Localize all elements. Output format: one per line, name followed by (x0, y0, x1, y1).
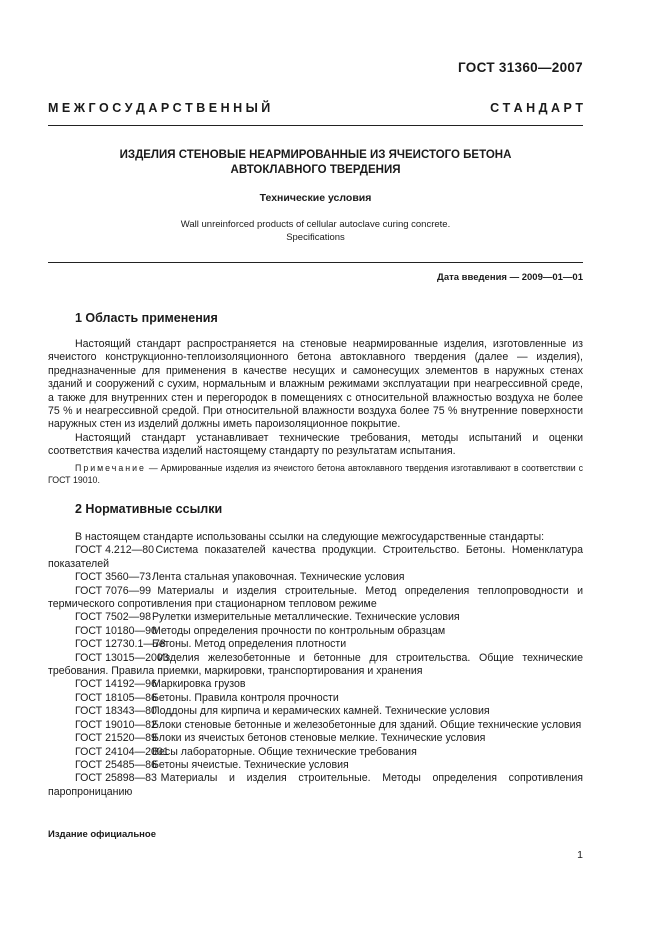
reference-item (48, 705, 583, 718)
reference-code: ГОСТ 25898—83 (75, 772, 157, 785)
reference-item (48, 692, 583, 705)
reference-item (48, 719, 583, 732)
reference-code: ГОСТ 7502—98 (75, 611, 152, 624)
reference-item (48, 652, 583, 679)
reference-item (48, 759, 583, 772)
reference-title: Блоки из ячеистых бетонов стеновые мелкие. Технические условия (151, 732, 486, 745)
reference-code: ГОСТ 18105—86 (75, 691, 157, 704)
reference-code: ГОСТ 3560—73 (75, 571, 152, 584)
banner-divider (48, 125, 583, 126)
reference-title: Весы лабораторные. Общие технические требования (151, 745, 417, 758)
reference-title: Бетоны. Правила контроля прочности (151, 691, 339, 704)
references-intro: В настоящем стандарте использованы ссылки на следующие межгосударственные стандарты: (75, 531, 545, 543)
reference-item (48, 678, 583, 691)
note-label: Примечание (75, 463, 146, 473)
section-1-paragraph-2: Настоящий стандарт устанавливает технические требования, методы испытаний и оценки соответствия качества изделий настоящему стандарту по результатам испытания. (48, 432, 583, 458)
banner-left: М Е Ж Г О С У Д А Р С Т В Е Н Н Ы Й (48, 101, 271, 115)
reference-item (48, 625, 583, 638)
document-title (48, 148, 583, 178)
introduction-date: Дата введения — 2009—01—01 (437, 272, 583, 283)
reference-title: Поддоны для кирпича и керамических камней. Технические условия (151, 705, 490, 718)
reference-item (48, 746, 583, 759)
references-list (48, 531, 583, 799)
reference-code: ГОСТ 13015—2003 (75, 651, 169, 664)
section-1-heading: 1 Область применения (75, 311, 218, 325)
reference-code: ГОСТ 7076—99 (75, 584, 152, 597)
reference-title: Рулетки измерительные металлические. Технические условия (151, 611, 460, 624)
reference-title: Маркировка грузов (151, 678, 246, 691)
english-title-line-2: Specifications (286, 232, 345, 243)
reference-title: Материалы и изделия строительные. Методы определения сопротивления паропроницанию (48, 772, 583, 798)
english-title (48, 218, 583, 244)
reference-code: ГОСТ 25485—86 (75, 758, 157, 771)
title-line-2: АВТОКЛАВНОГО ТВЕРДЕНИЯ (230, 164, 401, 176)
banner-right: С Т А Н Д А Р Т (490, 101, 583, 115)
section-1-note (48, 462, 583, 486)
reference-title: Материалы и изделия строительные. Метод определения теплопроводности и термического сопротивления при стационарном тепловом режиме (48, 584, 583, 611)
title-divider (48, 262, 583, 263)
reference-title: Блоки стеновые бетонные и железобетонные для зданий. Общие технические условия (151, 718, 582, 731)
section-2-heading: 2 Нормативные ссылки (75, 502, 223, 516)
reference-title: Изделия железобетонные и бетонные для строительства. Общие технические требования. Правила приемки, маркировки, транспортирования и хранения (48, 651, 583, 678)
reference-code: ГОСТ 18343—80 (75, 705, 157, 718)
reference-item (48, 611, 583, 624)
reference-item (48, 585, 583, 612)
reference-title: Система показателей качества продукции. Строительство. Бетоны. Номенклатура показателей (48, 544, 583, 570)
section-1-paragraph-1: Настоящий стандарт распространяется на стеновые неармированные изделия, изготовленные из ячеистого конструкционно-теплоизоляционного бетона автоклавного твердения (далее — изделия), предназначенные для применения в качестве несущих и самонесущих элементов в наружных стенах зданий и сооружений с сухим, нормальным и влажным режимами эксплуатации при неагрессивной среде, а также для внутренних стен и перегородок в помещениях с относительной влажностью воздуха не более 75 % и неагрессивной средой. При относительной влажности воздуха более 75 % внутренние поверхности наружных стен из изделий должны иметь пароизоляционное покрытие. (48, 338, 583, 431)
reference-title: Лента стальная упаковочная. Технические условия (151, 571, 405, 584)
reference-item (48, 732, 583, 745)
reference-item (48, 638, 583, 651)
reference-code: ГОСТ 4.212—80 (75, 544, 154, 557)
title-line-1: ИЗДЕЛИЯ СТЕНОВЫЕ НЕАРМИРОВАННЫЕ ИЗ ЯЧЕИСТОГО БЕТОНА (119, 149, 512, 161)
edition-label: Издание официальное (48, 829, 156, 840)
standard-banner (48, 101, 583, 115)
note-text: — Армированные изделия из ячеистого бетона автоклавного твердения изготавливают в соответствии с ГОСТ 19010. (48, 463, 583, 485)
reference-code: ГОСТ 24104—2001 (75, 745, 169, 758)
reference-code: ГОСТ 10180—90 (75, 624, 157, 637)
reference-title: Методы определения прочности по контрольным образцам (151, 624, 446, 637)
document-number: ГОСТ 31360—2007 (458, 60, 583, 75)
reference-title: Бетоны ячеистые. Технические условия (151, 758, 349, 771)
reference-code: ГОСТ 21520—89 (75, 732, 157, 745)
document-subtitle: Технические условия (259, 192, 372, 204)
reference-item (48, 571, 583, 584)
reference-item (48, 772, 583, 799)
english-title-line-1: Wall unreinforced products of cellular autoclave curing concrete. (180, 219, 451, 230)
reference-code: ГОСТ 14192—96 (75, 678, 157, 691)
page-number: 1 (577, 849, 583, 861)
reference-item (48, 544, 583, 571)
reference-title: Бетоны. Метод определения плотности (151, 638, 347, 651)
reference-code: ГОСТ 12730.1—78 (75, 638, 166, 651)
reference-code: ГОСТ 19010—82 (75, 718, 157, 731)
